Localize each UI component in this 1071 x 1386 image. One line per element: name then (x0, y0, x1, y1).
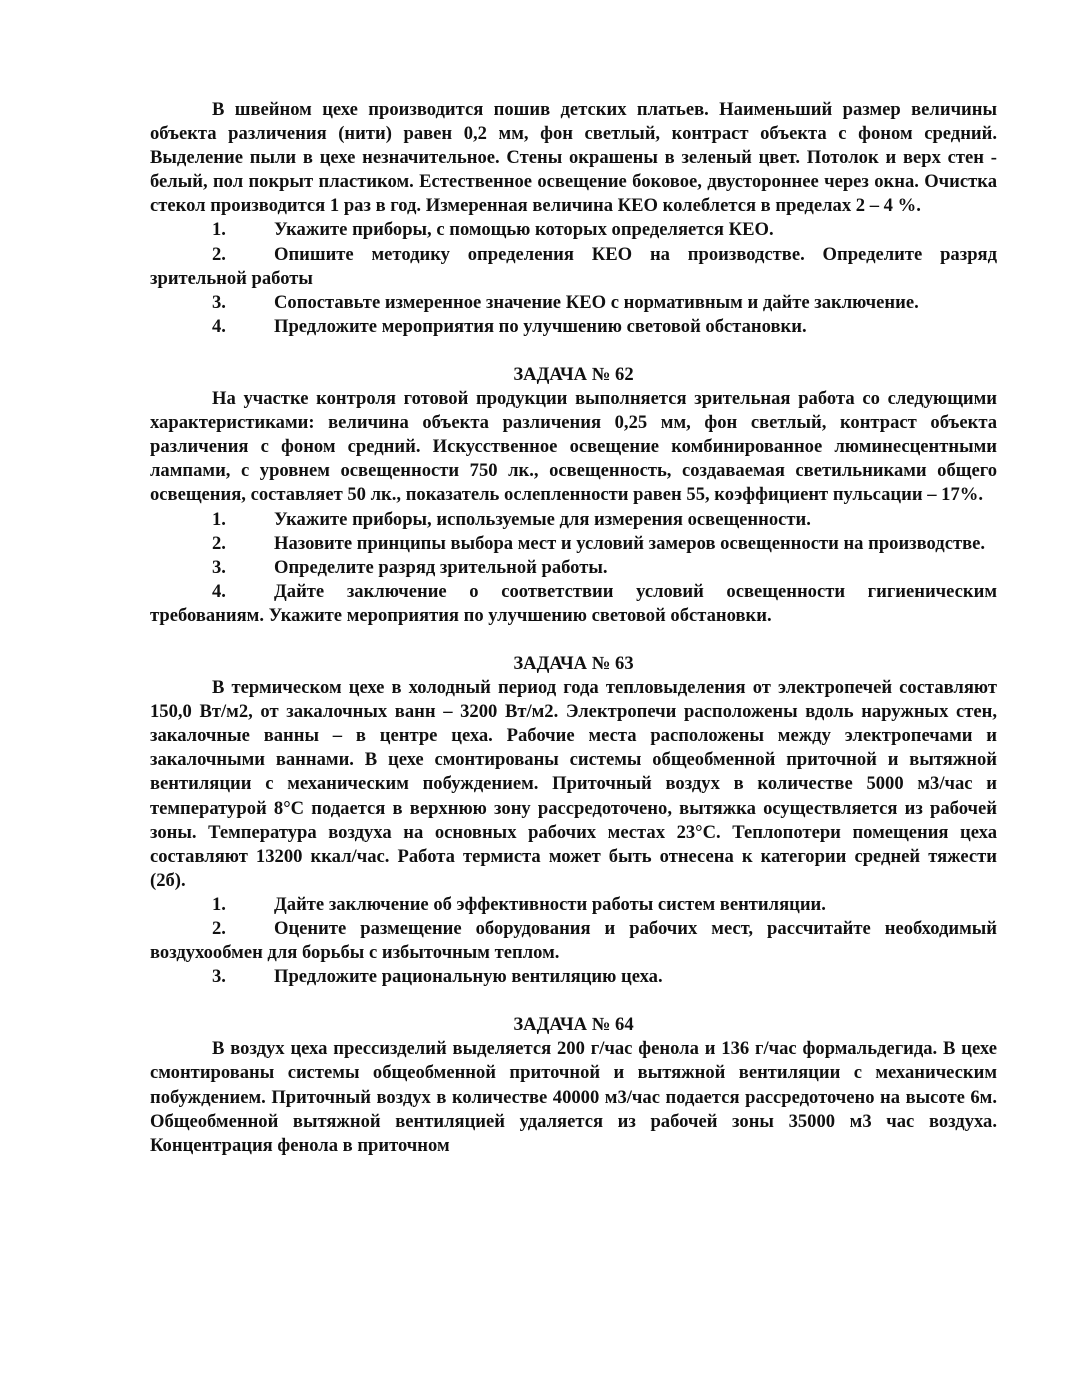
question-number: 3. (212, 556, 226, 578)
task-61-question-3 (150, 291, 997, 315)
task-61-body: В швейном цехе производится пошив детских платьев. Наименьший размер величины объекта различения (нити) равен 0,2 мм, фон светлый, контраст объекта с фоном средний. Выделение пыли в цехе незначительное. Стены окрашены в зеленый цвет. Потолок и верх стен - белый, пол покрыт пластиком. Естественное освещение боковое, двустороннее через окна. Очистка стекол производится 1 раз в год. Измеренная величина КЕО колеблется в пределах 2 – 4 %. (150, 99, 997, 217)
question-text: Дайте заключение об эффективности работы систем вентиляции. (274, 893, 826, 915)
question-text: Опишите методику определения КЕО на производстве. Определите разряд зрительной работы (150, 243, 997, 289)
task-62-heading: ЗАДАЧА № 62 (513, 363, 634, 385)
question-number: 1. (212, 893, 226, 915)
document-page (150, 98, 997, 1158)
task-62-question-3 (150, 556, 997, 580)
task-61-question-4 (150, 315, 997, 339)
question-number: 4. (212, 315, 226, 337)
task-63-body: В термическом цехе в холодный период года тепловыделения от электропечей составляют 150,0 Вт/м2, от закалочных ванн – 3200 Вт/м2. Электропечи расположены вдоль наружных стен, закалочные ванны – в центре цеха. Рабочие места расположены между электропечами и закалочными ваннами. В цехе смонтированы системы общеобменной приточной и вытяжной вентиляции с механическим побуждением. Приточный воздух в количестве 5000 м3/час и температурой 8°С подается в верхнюю зону рассредоточено, вытяжка осуществляется из рабочей зоны. Температура воздуха на основных рабочих местах 23°С. Теплопотери помещения цеха составляют 13200 ккал/час. Работа термиста может быть отнесена к категории средней тяжести (2б). (150, 677, 997, 891)
task-61-question-2 (150, 243, 997, 291)
task-64-body: В воздух цеха прессизделий выделяется 200 г/час фенола и 136 г/час формальдегида. В цехе смонтированы системы общеобменной приточной и вытяжной вентиляции с механическим побуждением. Приточный воздух в количестве 40000 м3/час подается рассредоточено на высоте 6м. Общеобменной вытяжной вентиляцией удаляется из рабочей зоны 35000 м3 час воздуха. Концентрация фенола в приточном (150, 1038, 997, 1156)
question-text: Назовите принципы выбора мест и условий замеров освещенности на производстве. (274, 532, 986, 554)
question-text: Дайте заключение о соответствии условий освещенности гигиеническим требованиям. Укажите мероприятия по улучшению световой обстановки. (150, 580, 997, 626)
question-text: Оцените размещение оборудования и рабочих мест, рассчитайте необходимый воздухообмен для борьбы с избыточным теплом. (150, 918, 997, 964)
question-number: 2. (212, 918, 226, 939)
question-number: 3. (212, 291, 226, 313)
task-63-question-3 (150, 965, 997, 989)
question-number: 2. (212, 243, 226, 265)
task-62-question-4 (150, 580, 997, 628)
task-63-heading: ЗАДАЧА № 63 (513, 652, 634, 674)
task-64-heading: ЗАДАЧА № 64 (513, 1014, 634, 1036)
task-62-body: На участке контроля готовой продукции выполняется зрительная работа со следующими характеристиками: величина объекта различения 0,25 мм, фон светлый, контраст объекта различения с фоном средний. Искусственное освещение комбинированное люминесцентными лампами, с уровнем освещенности 750 лк., освещенность, создаваемая светильниками общего освещения, составляет 50 лк., показатель ослепленности равен 55, коэффициент пульсации – 17%. (150, 388, 997, 506)
task-62-question-1 (150, 508, 997, 532)
question-text: Укажите приборы, с помощью которых определяется КЕО. (274, 219, 774, 241)
task-61-question-1 (150, 218, 997, 242)
question-number: 4. (212, 580, 226, 602)
question-number: 1. (212, 219, 226, 241)
question-text: Определите разряд зрительной работы. (274, 556, 608, 578)
question-number: 1. (212, 508, 226, 530)
question-number: 3. (212, 966, 226, 988)
question-text: Сопоставьте измеренное значение КЕО с нормативным и дайте заключение. (274, 291, 919, 313)
question-text: Предложите рациональную вентиляцию цеха. (274, 966, 663, 988)
task-62-question-2 (150, 532, 997, 556)
question-number: 2. (212, 532, 226, 554)
task-63-question-2 (150, 917, 997, 965)
question-text: Предложите мероприятия по улучшению световой обстановки. (274, 315, 807, 337)
task-63-question-1 (150, 893, 997, 917)
question-text: Укажите приборы, используемые для измерения освещенности. (274, 508, 811, 530)
